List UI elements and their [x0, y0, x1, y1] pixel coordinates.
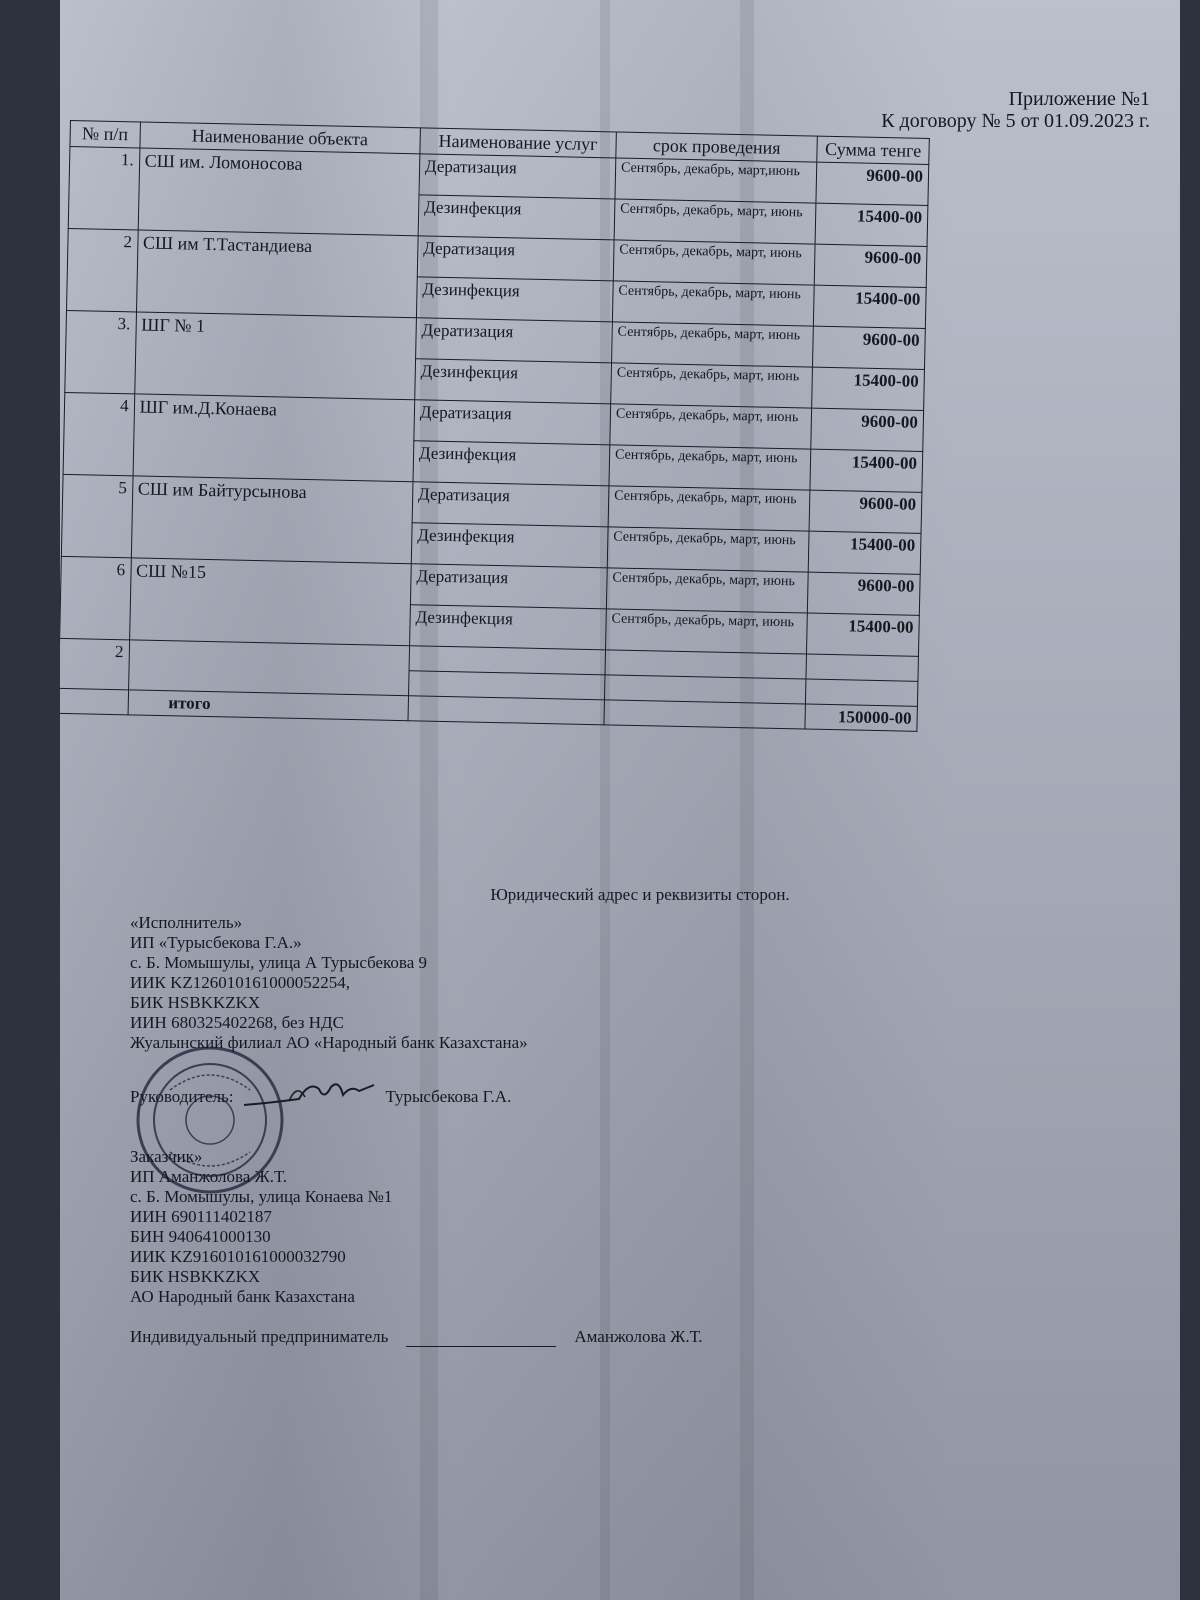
customer-role: Индивидуальный предприниматель	[130, 1327, 389, 1346]
row-number: 6	[60, 556, 131, 639]
appendix-header	[881, 88, 1150, 132]
object-name: ШГ им.Д.Конаева	[133, 394, 415, 482]
requisites-title: Юридический адрес и реквизиты сторон.	[490, 885, 790, 904]
total-blank-cell	[604, 700, 806, 729]
customer-signature-line	[130, 1327, 950, 1347]
service-name: Дезинфекция	[409, 605, 606, 650]
service-name: Дезинфекция	[411, 523, 608, 568]
object-name: СШ им Байтурсынова	[131, 476, 413, 564]
service-name: Дезинфекция	[418, 195, 615, 240]
customer-bin: БИН 940641000130	[130, 1227, 271, 1246]
row-number: 2	[60, 638, 129, 689]
service-sum: 15400-00	[812, 367, 925, 410]
service-period: Сентябрь, декабрь, март, июнь	[608, 486, 810, 531]
requisites-section	[130, 885, 950, 1347]
executor-address: с. Б. Момышулы, улица А Турысбекова 9	[130, 953, 428, 972]
service-sum: 9600-00	[811, 408, 924, 451]
service-period: Сентябрь, декабрь, март, июнь	[611, 363, 813, 408]
service-sum: 15400-00	[807, 613, 920, 656]
service-name: Дератизация	[410, 564, 607, 609]
service-period: Сентябрь, декабрь, март, июнь	[614, 199, 816, 244]
executor-label: «Исполнитель»	[130, 913, 243, 932]
service-name: Дератизация	[412, 482, 609, 527]
service-sum: 9600-00	[814, 244, 927, 287]
service-period: Сентябрь, декабрь, март,июнь	[615, 158, 817, 203]
col-period: срок проведения	[616, 132, 818, 162]
blank-cell	[128, 640, 409, 696]
service-name: Дезинфекция	[416, 277, 613, 322]
customer-iin: ИИН 690111402187	[130, 1207, 272, 1226]
service-sum: 15400-00	[810, 449, 923, 492]
executor-bik: БИК HSBKKZKX	[130, 993, 261, 1012]
service-period: Сентябрь, декабрь, март, июнь	[606, 568, 808, 613]
service-period: Сентябрь, декабрь, март, июнь	[607, 527, 809, 572]
customer-bik: БИК HSBKKZKX	[130, 1267, 261, 1286]
service-period: Сентябрь, декабрь, март, июнь	[609, 445, 811, 490]
executor-iik: ИИК KZ126010161000052254,	[130, 973, 351, 992]
blank-cell	[806, 679, 918, 706]
service-period: Сентябрь, декабрь, март, июнь	[613, 240, 815, 285]
object-name: ШГ № 1	[134, 312, 416, 400]
row-number: 1.	[68, 147, 139, 230]
row-number: 2	[67, 228, 138, 311]
customer-address: с. Б. Момышулы, улица Конаева №1	[130, 1187, 393, 1206]
service-name: Дератизация	[414, 400, 611, 445]
executor-bank: Жуалынский филиал АО «Народный банк Казахстана»	[130, 1033, 528, 1052]
appendix-title: Приложение №1	[1008, 88, 1150, 110]
object-name: СШ №15	[129, 558, 411, 646]
service-period: Сентябрь, декабрь, март, июнь	[610, 404, 812, 449]
service-sum: 15400-00	[814, 285, 927, 328]
customer-iik: ИИК KZ916010161000032790	[130, 1247, 346, 1266]
service-period: Сентябрь, декабрь, март, июнь	[612, 281, 814, 326]
customer-bank: АО Народный банк Казахстана	[130, 1287, 355, 1306]
contract-reference: К договору № 5 от 01.09.2023 г.	[881, 110, 1150, 132]
signature-blank-line	[406, 1346, 556, 1347]
row-number: 4	[63, 392, 134, 475]
col-services: Наименование услуг	[420, 128, 617, 158]
service-name: Дератизация	[419, 154, 616, 199]
col-number: № п/п	[70, 121, 140, 148]
total-label: итого	[128, 690, 409, 721]
total-num-cell	[60, 688, 128, 714]
col-object: Наименование объекта	[139, 122, 420, 154]
object-name: СШ им. Ломоносова	[138, 148, 420, 236]
col-sum: Сумма тенге	[817, 136, 929, 164]
service-sum: 9600-00	[808, 572, 921, 615]
service-sum: 9600-00	[813, 326, 926, 369]
service-sum: 15400-00	[815, 203, 928, 246]
executor-name: ИП «Турысбекова Г.А.»	[130, 933, 302, 952]
service-name: Дезинфекция	[413, 441, 610, 486]
service-sum: 15400-00	[808, 531, 921, 574]
row-number: 3.	[65, 310, 136, 393]
blank-cell	[806, 654, 918, 681]
customer-label: Заказчик»	[130, 1147, 203, 1166]
executor-iin: ИИН 680325402268, без НДС	[130, 1013, 344, 1032]
service-period: Сентябрь, декабрь, март, июнь	[611, 322, 813, 367]
service-sum: 9600-00	[816, 162, 929, 205]
object-name: СШ им Т.Тастандиева	[136, 230, 418, 318]
signature-icon	[239, 1077, 379, 1111]
service-name: Дератизация	[417, 236, 614, 281]
executor-signature-line	[130, 1073, 950, 1107]
row-number: 5	[61, 474, 132, 557]
service-name: Дезинфекция	[415, 359, 612, 404]
total-blank-cell	[408, 696, 605, 725]
executor-head-label: Руководитель:	[130, 1087, 234, 1106]
executor-head-name: Турысбекова Г.А.	[385, 1087, 512, 1106]
document-sheet	[60, 0, 1180, 1600]
total-sum: 150000-00	[805, 704, 917, 731]
service-period: Сентябрь, декабрь, март, июнь	[605, 609, 807, 654]
service-name: Дератизация	[415, 318, 612, 363]
service-sum: 9600-00	[809, 490, 922, 533]
services-table	[60, 120, 930, 732]
customer-name: ИП Аманжолова Ж.Т.	[130, 1167, 287, 1186]
customer-sign-name: Аманжолова Ж.Т.	[574, 1327, 703, 1346]
